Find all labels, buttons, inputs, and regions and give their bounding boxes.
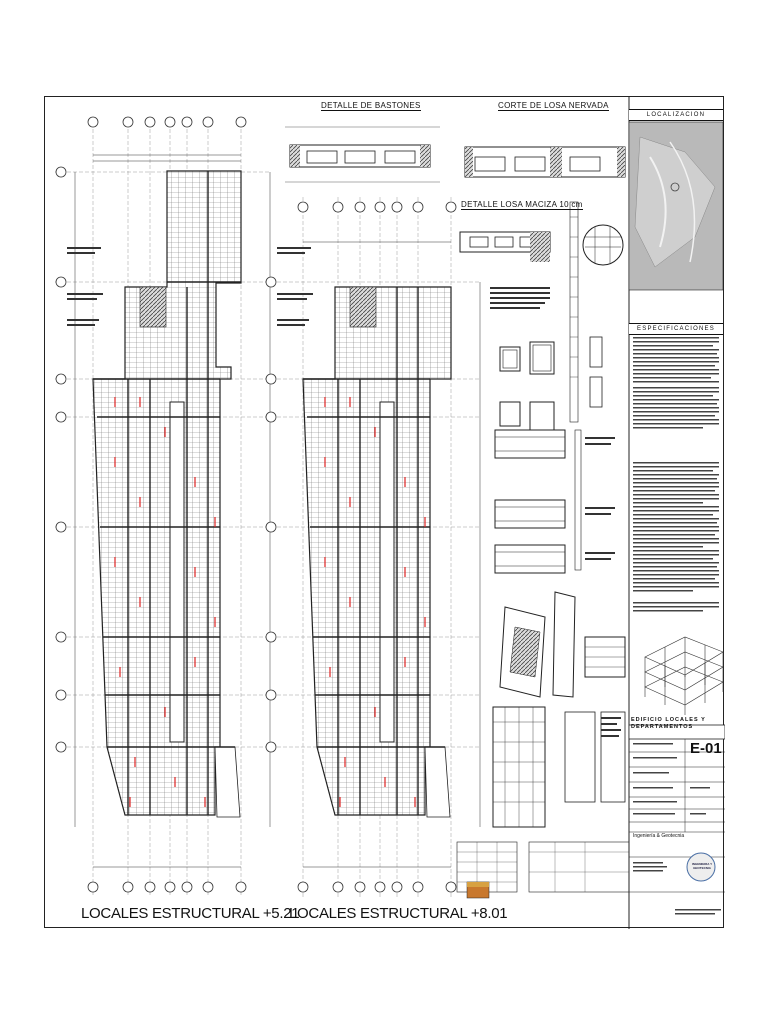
project-name: EDIFICIO LOCALES Y DEPARTAMENTOS — [631, 717, 706, 730]
especificaciones-header: ESPECIFICACIONES — [629, 323, 723, 335]
column-sections — [500, 337, 602, 432]
bastones-title: DETALLE DE BASTONES — [321, 101, 421, 110]
plan-title-left: LOCALES ESTRUCTURAL +5.21 — [81, 905, 300, 922]
stair-details — [500, 592, 625, 697]
losa-nervada-title: CORTE DE LOSA NERVADA — [498, 101, 609, 110]
plan-title-right: LOCALES ESTRUCTURAL +8.01 — [289, 905, 508, 922]
title-block-frame — [629, 97, 723, 929]
reinforcement-table — [457, 842, 629, 898]
firm-name: Ingeniería & Geotecnia — [633, 833, 685, 839]
firm-seal: INGENIERIA Y GEOTECNIA — [691, 862, 713, 870]
detail-bastones — [285, 127, 440, 182]
drawing-sheet — [44, 96, 724, 928]
plan-left — [55, 117, 270, 897]
plan-right — [265, 197, 480, 897]
detail-losa-nervada — [465, 147, 625, 177]
3d-structure-view — [645, 637, 723, 715]
beam-elevations — [495, 430, 615, 573]
localizacion-header: LOCALIZACION — [629, 109, 723, 121]
losa-maciza-title: DETALLE LOSA MACIZA 10 cm — [461, 200, 583, 209]
sheet-code: E-01 — [690, 740, 722, 757]
drawing-canvas — [45, 97, 725, 929]
wall-section-details — [493, 707, 625, 827]
specifications-text — [633, 337, 719, 612]
